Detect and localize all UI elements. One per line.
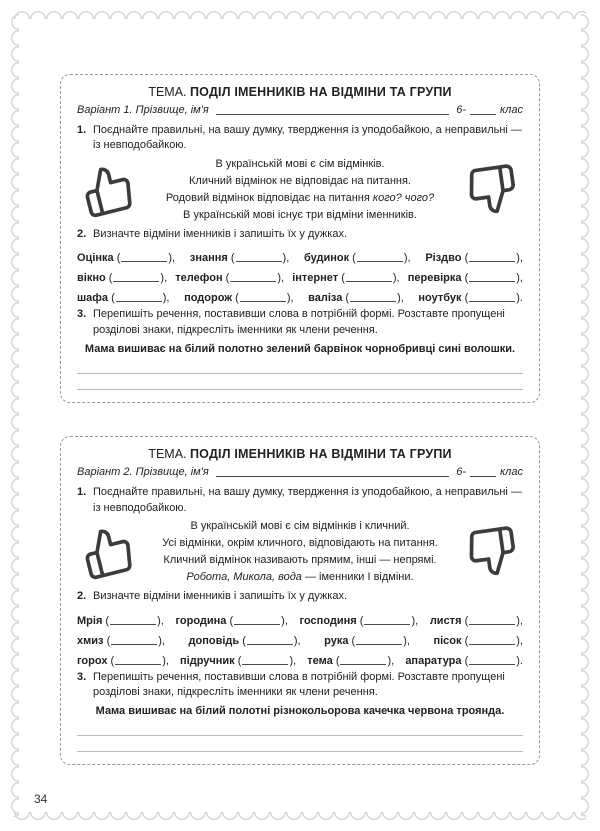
name-blank <box>216 464 450 477</box>
statements-zone <box>77 156 523 224</box>
variant-2-card <box>60 436 540 765</box>
writing-line <box>77 374 523 390</box>
statements-list <box>139 518 461 586</box>
statement: Робота, Микола, вода — іменники І відміни. <box>186 571 414 584</box>
grade-suffix: клас <box>499 466 523 479</box>
word-blank-item: господиня ( ), <box>300 612 419 627</box>
variant-name-label: Варіант 1. Прізвище, ім'я <box>77 104 209 116</box>
statements-zone <box>77 518 523 586</box>
word-blank-item: Оцінка ( ), <box>77 249 175 264</box>
word-blank-item: ноутбук ( ). <box>418 289 523 304</box>
question-number: 1. <box>77 486 87 499</box>
title-prefix: ТЕМА. <box>148 85 187 99</box>
writing-line <box>77 720 523 736</box>
answer-blank <box>364 612 410 625</box>
card-title <box>77 85 523 99</box>
word-blanks <box>77 607 523 667</box>
answer-blank <box>469 249 515 262</box>
question-number: 3. <box>77 670 87 683</box>
word-blank-item: доповідь ( ), <box>189 632 301 647</box>
answer-blank <box>346 269 392 282</box>
word-blank-item: тема ( ), <box>307 652 394 667</box>
word-blank-item: горох ( ), <box>77 652 169 667</box>
exercise-sentence: Мама вишиває на білий полотно зелений барвінок чорнобривці сині волошки. <box>84 343 516 356</box>
word-row <box>77 627 523 647</box>
word-row <box>77 647 523 667</box>
statement: В українській мові є сім відмінків і кличний. <box>190 519 410 532</box>
word-blank-item: рука ( ), <box>324 632 410 647</box>
title-text: ПОДІЛ ІМЕННИКІВ НА ВІДМІНИ ТА ГРУПИ <box>190 447 452 462</box>
word-row <box>77 244 523 264</box>
title-text: ПОДІЛ ІМЕННИКІВ НА ВІДМІНИ ТА ГРУПИ <box>190 85 452 99</box>
answer-blank <box>350 289 396 302</box>
grade-suffix: клас <box>499 104 523 116</box>
question-1 <box>77 123 523 154</box>
answer-blank <box>469 632 515 645</box>
answer-blank <box>236 249 282 262</box>
answer-blank <box>357 249 403 262</box>
word-blank-item: хмиз ( ), <box>77 632 165 647</box>
statements-list <box>139 156 461 224</box>
page-number: 34 <box>34 792 48 806</box>
question-text: Перепишіть речення, поставивши слова в потрібній формі. Розставте пропущені розділові знаки, підкресліть іменники як члени речення. <box>93 308 505 336</box>
question-text: Визначте відміни іменників і запишіть їх у дужках. <box>93 590 348 603</box>
question-number: 2. <box>77 227 87 240</box>
question-text: Визначте відміни іменників і запишіть їх у дужках. <box>93 227 348 240</box>
word-blanks <box>77 244 523 304</box>
word-blank-item: перевірка ( ), <box>408 269 523 284</box>
thumbs-down-icon <box>461 526 523 578</box>
name-line <box>77 464 523 478</box>
variant-name-label: Варіант 2. Прізвище, ім'я <box>77 466 209 479</box>
answer-blank <box>240 289 286 302</box>
answer-blank <box>113 269 159 282</box>
question-1 <box>77 485 523 516</box>
question-2 <box>77 589 523 604</box>
word-blank-item: подорож ( ), <box>184 289 293 304</box>
exercise-sentence: Мама вишиває на білий полотні різнокольорова качечка червона троянда. <box>95 705 505 718</box>
answer-blank <box>469 269 515 282</box>
word-blank-item: вікно ( ), <box>77 269 167 284</box>
grade-blank <box>470 102 496 115</box>
word-blank-item: телефон ( ), <box>175 269 284 284</box>
writing-line <box>77 736 523 752</box>
variant-1-card <box>60 74 540 403</box>
name-line <box>77 102 523 116</box>
title-prefix: ТЕМА. <box>148 447 187 462</box>
thumbs-down-icon <box>461 164 523 216</box>
word-blank-item: городина ( ), <box>175 612 287 627</box>
answer-blank <box>115 652 161 665</box>
statement: Родовий відмінок відповідає на питання кого? чого? <box>165 191 435 204</box>
statement: Кличний відмінок називають прямим, інші — непрямі. <box>163 554 437 567</box>
statement: В українській мові існує три відміни іменників. <box>183 208 417 221</box>
answer-blank <box>116 289 162 302</box>
word-blank-item: пісок ( ), <box>433 632 523 647</box>
word-row <box>77 284 523 304</box>
answer-blank <box>247 632 293 645</box>
grade-blank <box>470 464 496 477</box>
question-text: Поєднайте правильні, на вашу думку, твердження із уподобайкою, а неправильні — із невподобайкою. <box>93 486 522 514</box>
word-blank-item: шафа ( ), <box>77 289 170 304</box>
statement: Кличний відмінок не відповідає на питання. <box>189 174 411 187</box>
word-blank-item: апаратура ( ). <box>405 652 523 667</box>
word-blank-item: валіза ( ), <box>308 289 404 304</box>
thumbs-up-icon <box>77 526 139 578</box>
answer-blank <box>469 289 515 302</box>
word-blank-item: підручник ( ), <box>180 652 296 667</box>
question-2 <box>77 227 523 242</box>
question-number: 3. <box>77 308 87 321</box>
statement: В українській мові є сім відмінків. <box>215 157 385 170</box>
answer-blank <box>469 612 515 625</box>
word-blank-item: Різдво ( ), <box>425 249 523 264</box>
answer-blank <box>110 612 156 625</box>
answer-blank <box>121 249 167 262</box>
statement: Усі відмінки, окрім кличного, відповідають на питання. <box>162 536 438 549</box>
question-number: 1. <box>77 124 87 136</box>
writing-line <box>77 358 523 374</box>
question-3 <box>77 670 523 701</box>
question-text: Поєднайте правильні, на вашу думку, твердження із уподобайкою, а неправильні — із невподобайкою. <box>93 124 522 152</box>
word-blank-item: будинок ( ), <box>304 249 411 264</box>
word-blank-item: листя ( ), <box>430 612 523 627</box>
question-number: 2. <box>77 590 87 603</box>
grade-prefix: 6- <box>456 104 466 116</box>
word-blank-item: Мрія ( ), <box>77 612 164 627</box>
answer-blank <box>111 632 157 645</box>
word-blank-item: інтернет ( ), <box>292 269 399 284</box>
answer-blank <box>340 652 386 665</box>
word-row <box>77 607 523 627</box>
answer-blank <box>469 652 515 665</box>
answer-blank <box>230 269 276 282</box>
question-3 <box>77 307 523 338</box>
thumbs-up-icon <box>77 164 139 216</box>
word-blank-item: знання ( ), <box>190 249 289 264</box>
answer-blank <box>356 632 402 645</box>
answer-blank <box>234 612 280 625</box>
grade-prefix: 6- <box>456 466 466 479</box>
answer-blank <box>242 652 288 665</box>
question-text: Перепишіть речення, поставивши слова в потрібній формі. Розставте пропущені розділові знаки, підкресліть іменники як члени речення. <box>93 670 505 698</box>
word-row <box>77 264 523 284</box>
name-blank <box>216 102 450 115</box>
card-title <box>77 447 523 461</box>
scallop-border-bottom <box>14 812 586 824</box>
